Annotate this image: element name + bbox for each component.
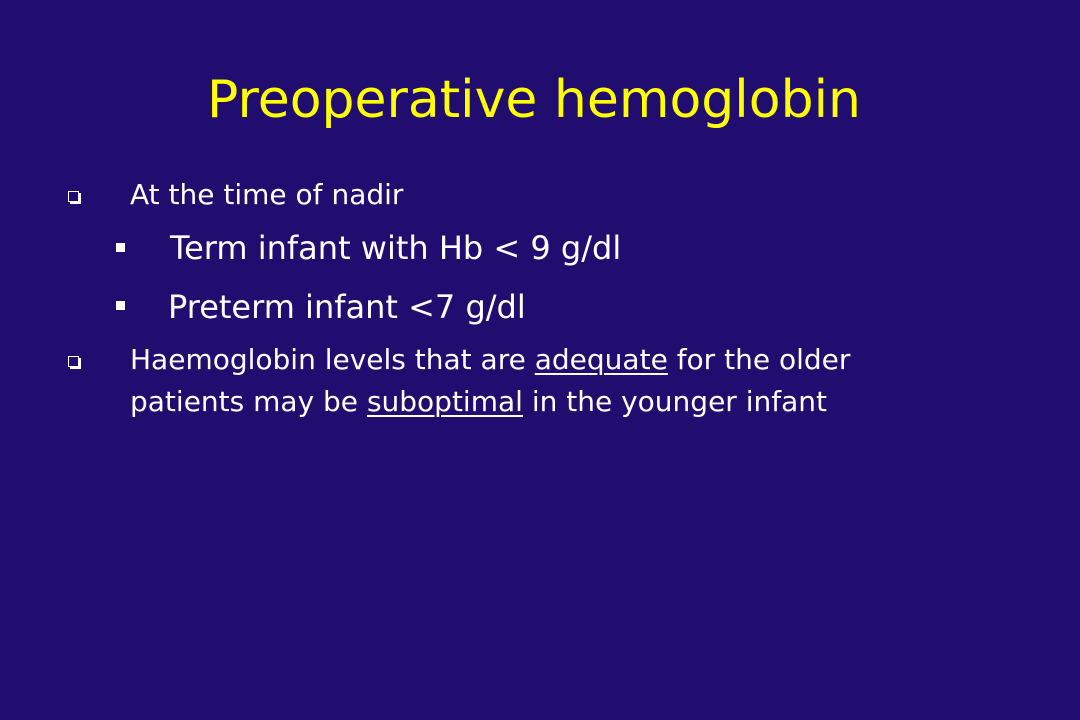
underlined-word: suboptimal xyxy=(366,385,523,418)
filled-square-bullet-icon xyxy=(116,301,125,310)
sub-bullet-text: Term infant with Hb < 9 g/dl xyxy=(170,229,622,267)
square-bullet-icon xyxy=(68,356,79,367)
bullet-text-line-2 xyxy=(130,382,827,422)
underlined-word: adequate xyxy=(534,343,668,376)
sub-bullet-text: Preterm infant <7 g/dl xyxy=(168,288,526,326)
text-segment: patients may be xyxy=(130,385,367,418)
text-segment: Haemoglobin levels that are xyxy=(130,343,535,376)
text-segment: in the younger infant xyxy=(522,385,827,418)
bullet-text: At the time of nadir xyxy=(130,178,404,211)
slide-title: Preoperative hemoglobin xyxy=(207,70,861,130)
square-bullet-icon xyxy=(68,191,79,202)
filled-square-bullet-icon xyxy=(116,243,125,252)
bullet-text-line-1 xyxy=(130,340,850,380)
text-segment: for the older xyxy=(667,343,851,376)
